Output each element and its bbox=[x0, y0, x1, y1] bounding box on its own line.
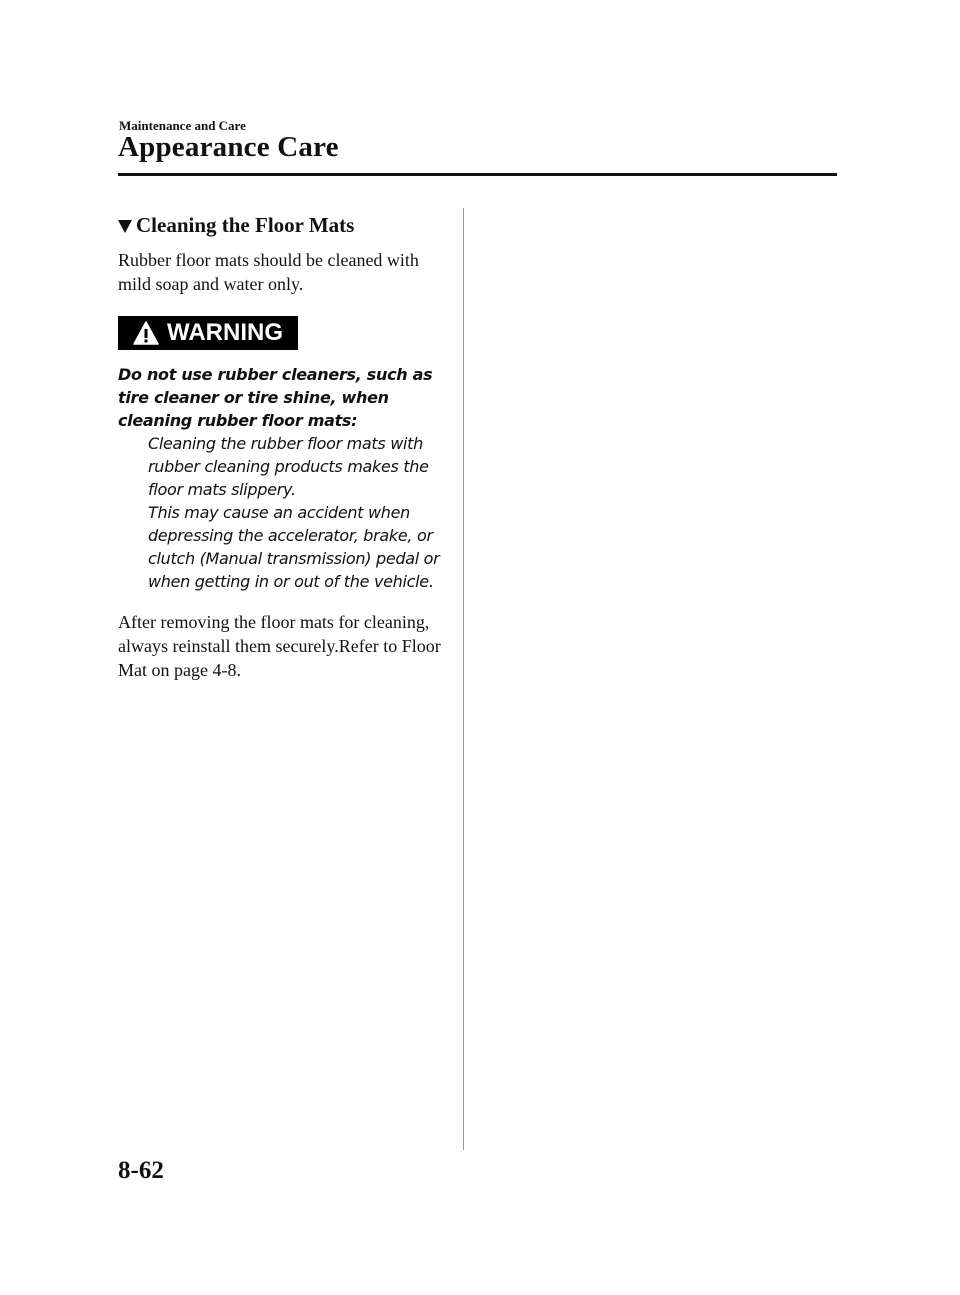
warning-lead-text: Do not use rubber cleaners, such as tire cleaner or tire shine, when cleaning rubber floor mats: bbox=[118, 365, 433, 430]
left-column bbox=[118, 210, 448, 682]
warning-detail-1: Cleaning the rubber floor mats with rubber cleaning products makes the floor mats slippery. bbox=[148, 434, 429, 499]
header-rule bbox=[118, 173, 837, 176]
section-label: Maintenance and Care bbox=[119, 118, 246, 133]
warning-detail-2: This may cause an accident when depressing the accelerator, brake, or clutch (Manual transmission) pedal or when getting in or out of the vehicle. bbox=[148, 503, 440, 591]
subheading-text: Cleaning the Floor Mats bbox=[136, 213, 355, 237]
intro-paragraph: Rubber floor mats should be cleaned with mild soap and water only. bbox=[118, 250, 419, 294]
reinstall-paragraph: After removing the floor mats for cleaning, always reinstall them securely.Refer to Floor Mat on page 4-8. bbox=[118, 612, 441, 680]
warning-badge bbox=[118, 316, 298, 350]
page-title: Appearance Care bbox=[118, 131, 339, 163]
warning-triangle-icon bbox=[133, 321, 159, 345]
subheading bbox=[118, 210, 448, 240]
page-number: 8-62 bbox=[118, 1157, 164, 1184]
column-divider bbox=[463, 208, 464, 1150]
triangle-marker-icon bbox=[118, 220, 132, 233]
warning-label: WARNING bbox=[167, 319, 283, 346]
